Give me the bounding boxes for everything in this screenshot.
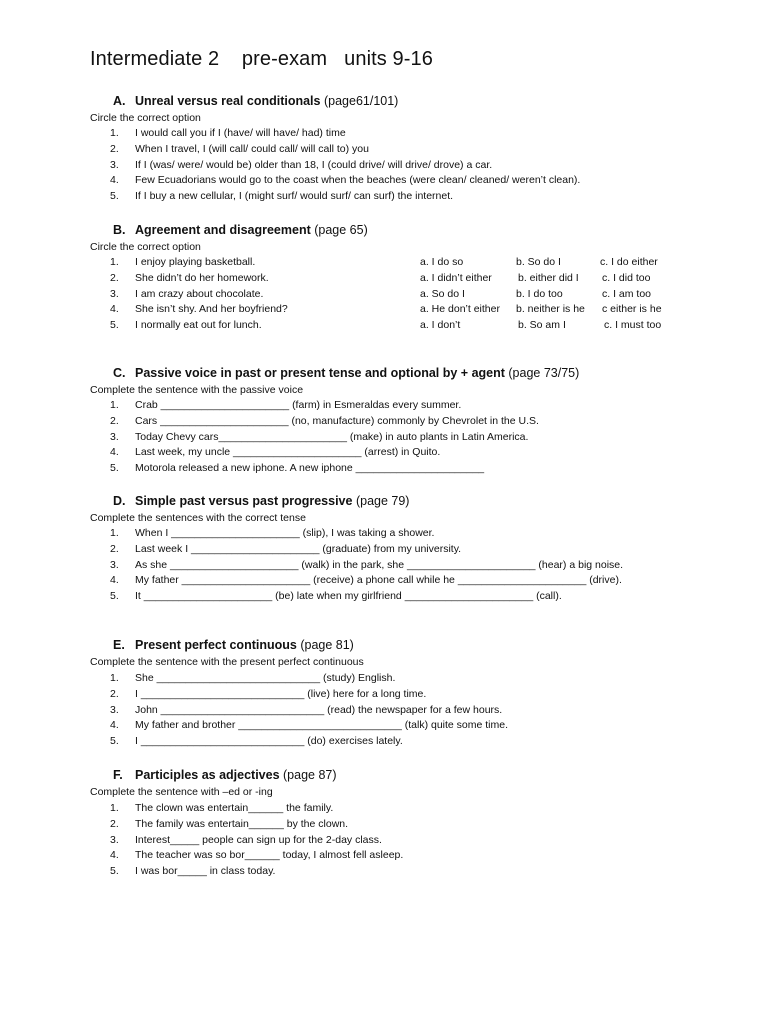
item-text: My father ______________________ (receive) a phone call while he ______________________ (drive). xyxy=(135,574,622,587)
item-text: I ____________________________ (do) exercises lately. xyxy=(135,735,403,748)
item-text: She didn’t do her homework. xyxy=(135,271,269,284)
item-text: Cars ______________________ (no, manufacture) commonly by Chevrolet in the U.S. xyxy=(135,414,539,427)
item-number: 3. xyxy=(110,430,119,443)
item-number: 5. xyxy=(110,735,119,748)
item-text: When I travel, I (will call/ could call/ will call to) you xyxy=(135,142,369,155)
item-number: 2. xyxy=(110,687,119,700)
section-letter: E. xyxy=(113,638,125,652)
item-number: 1. xyxy=(110,802,119,814)
item-number: 4. xyxy=(110,303,119,316)
list-item xyxy=(110,526,623,542)
item-text: The family was entertain______ by the clown. xyxy=(135,817,349,830)
section-page-ref: (page61/101) xyxy=(323,94,399,108)
item-number: 2. xyxy=(110,542,119,555)
list-item xyxy=(110,271,690,287)
item-text: When I ______________________ (slip), I was taking a shower. xyxy=(135,527,435,539)
list-item xyxy=(110,158,580,174)
item-text: My father and brother ____________________________ (talk) quite some time. xyxy=(135,719,509,732)
section-a-list xyxy=(110,126,580,205)
section-page-ref: (page 87) xyxy=(283,768,337,782)
item-text: The teacher was so bor______ today, I almost fell asleep. xyxy=(135,849,404,862)
item-text: Last week I ______________________ (graduate) from my university. xyxy=(135,542,462,555)
section-e-instruction: Complete the sentence with the present perfect continuous xyxy=(90,656,364,668)
list-item xyxy=(110,542,623,558)
item-number: 5. xyxy=(110,865,119,878)
item-number: 4. xyxy=(110,174,119,187)
section-name: Unreal versus real conditionals xyxy=(135,94,321,108)
option-c: c. I am too xyxy=(602,287,652,300)
list-item xyxy=(110,445,539,461)
item-number: 5. xyxy=(110,190,119,203)
section-c-instruction: Complete the sentence with the passive voice xyxy=(90,384,304,396)
list-item xyxy=(110,173,580,189)
list-item xyxy=(110,703,508,719)
list-item xyxy=(110,255,690,271)
option-a: a. He don’t either xyxy=(420,303,500,316)
item-number: 1. xyxy=(110,672,119,684)
section-c-heading xyxy=(113,366,579,380)
section-f-instruction: Complete the sentence with –ed or -ing xyxy=(90,786,273,798)
section-letter: A. xyxy=(113,94,126,108)
item-text: I would call you if I (have/ will have/ had) time xyxy=(135,127,346,139)
item-number: 1. xyxy=(110,256,119,268)
section-d-instruction: Complete the sentences with the correct tense xyxy=(90,512,306,524)
list-item xyxy=(110,126,580,142)
section-f-heading xyxy=(113,768,337,782)
item-text: Interest_____ people can sign up for the 2-day class. xyxy=(135,833,382,846)
option-a: a. I do so xyxy=(420,256,464,268)
item-text: Last week, my uncle ______________________ (arrest) in Quito. xyxy=(135,446,441,459)
list-item xyxy=(110,801,403,817)
item-text: It ______________________ (be) late when my girlfriend ______________________ (call). xyxy=(135,590,562,603)
list-item xyxy=(110,833,403,849)
item-number: 3. xyxy=(110,833,119,846)
option-a: a. So do I xyxy=(420,287,465,300)
list-item xyxy=(110,848,403,864)
option-c: c. I do either xyxy=(600,256,658,268)
item-number: 4. xyxy=(110,574,119,587)
item-text: Today Chevy cars______________________ (make) in auto plants in Latin America. xyxy=(135,430,529,443)
list-item xyxy=(110,461,539,477)
item-text: Motorola released a new iphone. A new iphone ______________________ xyxy=(135,462,485,475)
item-text: I normally eat out for lunch. xyxy=(135,319,262,332)
list-item xyxy=(110,189,580,205)
item-number: 3. xyxy=(110,287,119,300)
option-b: b. neither is he xyxy=(516,303,585,316)
section-name: Passive voice in past or present tense and optional by + agent xyxy=(135,366,505,380)
section-page-ref: (page 65) xyxy=(314,223,368,237)
item-number: 1. xyxy=(110,127,119,139)
item-number: 3. xyxy=(110,558,119,571)
list-item xyxy=(110,734,508,750)
section-name: Simple past versus past progressive xyxy=(135,494,353,508)
item-text: John ____________________________ (read) the newspaper for a few hours. xyxy=(135,703,503,716)
list-item xyxy=(110,864,403,880)
item-number: 1. xyxy=(110,399,119,411)
list-item xyxy=(110,687,508,703)
item-number: 4. xyxy=(110,849,119,862)
section-e-heading xyxy=(113,638,354,652)
section-b-heading xyxy=(113,223,368,237)
section-letter: D. xyxy=(113,494,126,508)
item-text: As she ______________________ (walk) in the park, she ______________________ (hear) a big noise. xyxy=(135,558,624,571)
list-item xyxy=(110,414,539,430)
list-item xyxy=(110,589,623,605)
page-title: Intermediate 2 pre-exam units 9-16 xyxy=(90,48,433,70)
section-page-ref: (page 79) xyxy=(355,494,410,508)
section-name: Participles as adjectives xyxy=(135,768,280,782)
item-text: She isn’t shy. And her boyfriend? xyxy=(135,303,288,316)
option-b: b. I do too xyxy=(516,287,563,300)
item-text: Few Ecuadorians would go to the coast when the beaches (were clean/ cleaned/ weren’t clean). xyxy=(135,174,581,187)
option-a: a. I don’t xyxy=(420,319,461,332)
list-item xyxy=(110,398,539,414)
section-b-instruction: Circle the correct option xyxy=(90,241,201,253)
item-text: Crab ______________________ (farm) in Esmeraldas every summer. xyxy=(135,399,462,411)
section-letter: F. xyxy=(113,768,123,782)
list-item xyxy=(110,302,690,318)
section-d-list xyxy=(110,526,623,605)
section-e-list xyxy=(110,671,508,750)
item-number: 3. xyxy=(110,703,119,716)
item-text: I am crazy about chocolate. xyxy=(135,287,264,300)
section-name: Agreement and disagreement xyxy=(135,223,311,237)
list-item xyxy=(110,573,623,589)
section-page-ref: (page 73/75) xyxy=(508,366,580,380)
list-item xyxy=(110,718,508,734)
item-text: If I (was/ were/ would be) older than 18, I (could drive/ will drive/ drove) a car. xyxy=(135,158,493,171)
section-letter: C. xyxy=(113,366,126,380)
list-item xyxy=(110,287,690,303)
item-number: 3. xyxy=(110,158,119,171)
section-a-instruction: Circle the correct option xyxy=(90,112,201,124)
section-b-list xyxy=(110,255,690,334)
item-number: 2. xyxy=(110,271,119,284)
option-c: c. I must too xyxy=(604,319,662,332)
option-b: b. So am I xyxy=(518,319,566,332)
option-b: b. either did I xyxy=(518,271,579,284)
item-number: 5. xyxy=(110,319,119,332)
list-item xyxy=(110,558,623,574)
option-a: a. I didn’t either xyxy=(420,271,492,284)
item-number: 2. xyxy=(110,817,119,830)
section-letter: B. xyxy=(113,223,126,237)
item-text: She ____________________________ (study) English. xyxy=(135,672,396,684)
item-number: 1. xyxy=(110,527,119,539)
section-d-heading xyxy=(113,494,409,508)
item-number: 4. xyxy=(110,719,119,732)
section-a-heading xyxy=(113,94,398,108)
list-item xyxy=(110,142,580,158)
item-text: If I buy a new cellular, I (might surf/ would surf/ can surf) the internet. xyxy=(135,190,454,203)
list-item xyxy=(110,817,403,833)
option-c: c either is he xyxy=(602,303,662,316)
option-c: c. I did too xyxy=(602,271,651,284)
section-c-list xyxy=(110,398,539,477)
section-page-ref: (page 81) xyxy=(300,638,354,652)
item-text: I enjoy playing basketball. xyxy=(135,256,256,268)
item-number: 5. xyxy=(110,590,119,603)
item-number: 2. xyxy=(110,142,119,155)
list-item xyxy=(110,671,508,687)
item-number: 5. xyxy=(110,462,119,475)
item-number: 2. xyxy=(110,414,119,427)
item-text: I was bor_____ in class today. xyxy=(135,865,276,878)
option-b: b. So do I xyxy=(516,256,561,268)
list-item xyxy=(110,430,539,446)
item-text: The clown was entertain______ the family. xyxy=(135,802,334,814)
list-item xyxy=(110,318,690,334)
section-f-list xyxy=(110,801,403,880)
item-number: 4. xyxy=(110,446,119,459)
section-name: Present perfect continuous xyxy=(135,638,297,652)
item-text: I ____________________________ (live) here for a long time. xyxy=(135,687,427,700)
